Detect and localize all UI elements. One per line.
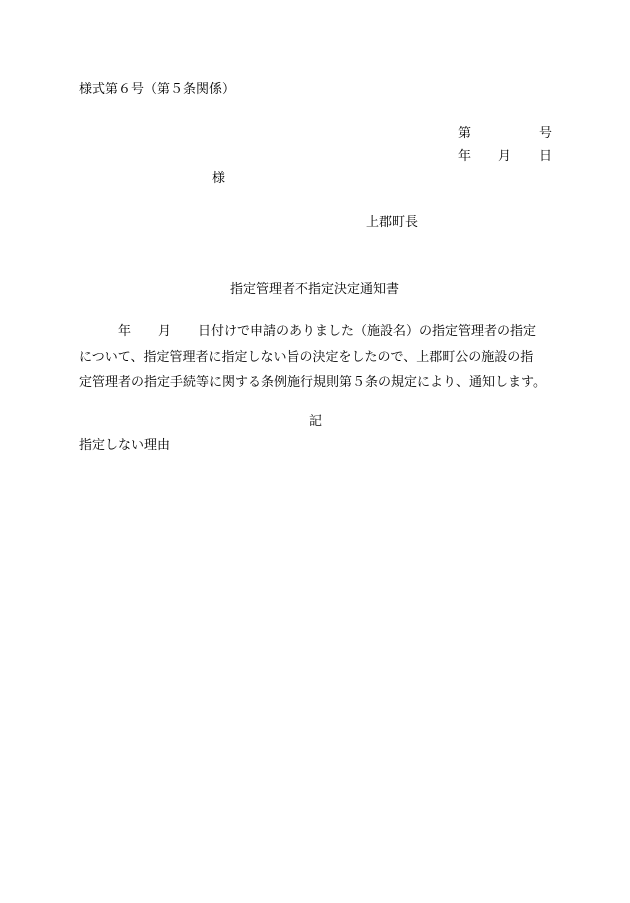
body-line-1 (79, 320, 559, 345)
date-day: 日 (539, 149, 553, 164)
date-month: 月 (498, 149, 512, 164)
form-number: 様式第６号（第５条関係） (79, 82, 236, 97)
ki-heading: 記 (309, 414, 323, 429)
body-line-2: について、指定管理者に指定しない旨の決定をしたので、上郡町公の施設の指 (79, 350, 534, 365)
body-month-label: 月 (158, 324, 172, 339)
body-year-label: 年 (118, 324, 132, 339)
body-line-3: 定管理者の指定手続等に関する条例施行規則第５条の規定により、通知します。 (79, 375, 546, 390)
sender-name: 上郡町長 (366, 215, 419, 230)
reference-dai: 第 (458, 126, 472, 141)
notice-body (79, 320, 559, 395)
date-year: 年 (458, 149, 472, 164)
addressee-honorific: 様 (212, 171, 226, 186)
reference-gou: 号 (539, 126, 553, 141)
reason-label: 指定しない理由 (79, 438, 171, 453)
document-title: 指定管理者不指定決定通知書 (230, 282, 400, 297)
body-line-1-text: 日付けで申請のありました（施設名）の指定管理者の指定 (198, 324, 537, 339)
